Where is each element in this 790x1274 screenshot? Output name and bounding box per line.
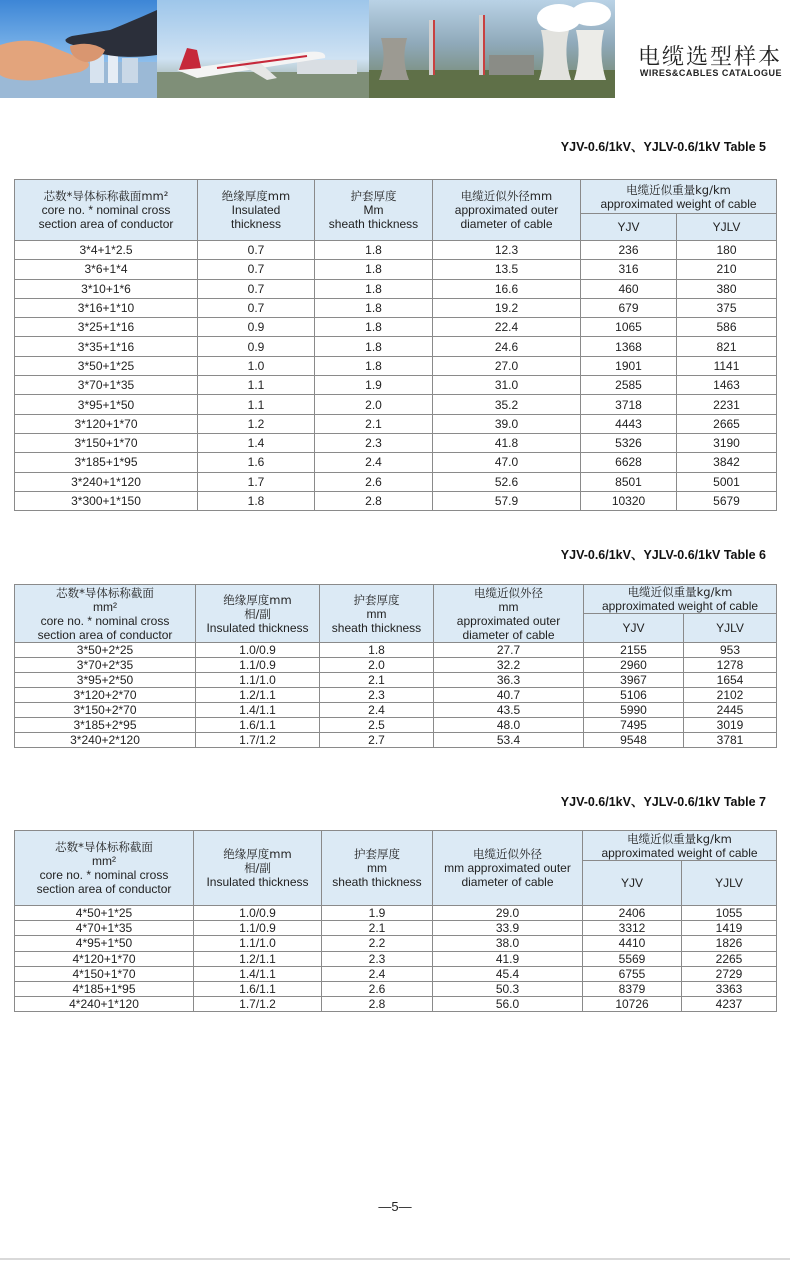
table-row [15,472,777,491]
cell-yjv: 8501 [581,472,677,491]
cell-yjv: 2155 [584,643,684,658]
cell-diameter: 16.6 [433,279,581,298]
cell-insulated: 0.9 [198,318,315,337]
cell-yjv: 1901 [581,356,677,375]
cell-core: 4*240+1*120 [15,997,194,1012]
cell-yjv: 1065 [581,318,677,337]
cell-core: 4*70+1*35 [15,921,194,936]
cell-insulated: 1.0/0.9 [196,643,320,658]
cell-yjv: 2406 [583,906,682,921]
table-5 [14,179,777,511]
cell-core: 3*240+1*120 [15,472,198,491]
cell-diameter: 40.7 [434,688,584,703]
cell-core: 3*95+2*50 [15,673,196,688]
cell-yjlv: 953 [684,643,777,658]
cell-sheath: 2.4 [322,966,433,981]
cell-core: 3*6+1*4 [15,260,198,279]
header-insulated: 绝缘厚度mm Insulated thickness [198,180,315,241]
cell-yjlv: 1278 [684,658,777,673]
cell-yjv: 4443 [581,414,677,433]
header-diameter: 电缆近似外径 mm approximated outer diameter of cable [433,831,583,906]
cell-sheath: 2.0 [320,658,434,673]
cell-yjv: 7495 [584,718,684,733]
cell-insulated: 0.9 [198,337,315,356]
cell-yjv: 6755 [583,966,682,981]
cell-diameter: 31.0 [433,376,581,395]
header-yjv: YJV [581,214,677,241]
table-row [15,688,777,703]
table-row [15,414,777,433]
cell-yjv: 9548 [584,733,684,748]
cell-yjv: 10726 [583,997,682,1012]
header-sheath: 护套厚度 mm sheath thickness [320,585,434,643]
cell-insulated: 1.6/1.1 [194,981,322,996]
cell-insulated: 1.4/1.1 [196,703,320,718]
cell-sheath: 1.8 [315,337,433,356]
header-diameter: 电缆近似外径mm approximated outer diameter of cable [433,180,581,241]
header-weight: 电缆近似重量kg/km approximated weight of cable [581,180,777,214]
cell-core: 3*50+1*25 [15,356,198,375]
cell-core: 4*50+1*25 [15,906,194,921]
cell-yjlv: 1055 [682,906,777,921]
cell-sheath: 1.8 [315,241,433,260]
cell-sheath: 1.8 [315,356,433,375]
cell-diameter: 41.9 [433,951,583,966]
cell-yjlv: 2445 [684,703,777,718]
table-row [15,951,777,966]
cell-yjv: 460 [581,279,677,298]
cell-yjlv: 5001 [677,472,777,491]
header-sheath: 护套厚度 Mm sheath thickness [315,180,433,241]
table-row [15,241,777,260]
cell-yjv: 3718 [581,395,677,414]
table-row [15,997,777,1012]
cell-core: 3*150+1*70 [15,433,198,452]
cell-sheath: 1.8 [315,298,433,317]
cell-insulated: 1.7/1.2 [196,733,320,748]
cell-diameter: 47.0 [433,453,581,472]
table-row [15,936,777,951]
cell-yjlv: 821 [677,337,777,356]
cell-sheath: 2.0 [315,395,433,414]
cell-yjlv: 2102 [684,688,777,703]
cell-diameter: 19.2 [433,298,581,317]
cell-yjlv: 2665 [677,414,777,433]
cell-core: 4*95+1*50 [15,936,194,951]
power-plant-photo [369,0,615,98]
table-5-caption: YJV-0.6/1kV、YJLV-0.6/1kV Table 5 [560,140,766,154]
cell-yjv: 5326 [581,433,677,452]
cell-diameter: 13.5 [433,260,581,279]
cell-yjlv: 3842 [677,453,777,472]
table-7-body [15,906,777,1012]
cell-diameter: 36.3 [434,673,584,688]
table-row [15,906,777,921]
table-row [15,279,777,298]
cell-yjlv: 1826 [682,936,777,951]
cell-yjlv: 1463 [677,376,777,395]
header-core: 芯数*导体标称截面 mm² core no. * nominal cross section area of conductor [15,585,196,643]
table-row [15,395,777,414]
table-row [15,673,777,688]
header-sheath: 护套厚度 mm sheath thickness [322,831,433,906]
header-banner [0,0,615,98]
cell-core: 3*4+1*2.5 [15,241,198,260]
table-row [15,318,777,337]
cell-insulated: 0.7 [198,298,315,317]
cell-insulated: 1.6 [198,453,315,472]
table-7 [14,830,777,1012]
cell-diameter: 22.4 [433,318,581,337]
cell-core: 3*70+2*35 [15,658,196,673]
cell-insulated: 1.4 [198,433,315,452]
table-row [15,733,777,748]
cell-diameter: 27.7 [434,643,584,658]
cell-yjv: 316 [581,260,677,279]
header-yjlv: YJLV [684,614,777,643]
cell-diameter: 41.8 [433,433,581,452]
cell-sheath: 1.8 [315,260,433,279]
catalogue-title-en: WIRES&CABLES CATALOGUE [639,68,782,78]
cell-core: 3*70+1*35 [15,376,198,395]
cell-sheath: 2.5 [320,718,434,733]
cell-insulated: 1.7 [198,472,315,491]
cell-insulated: 1.7/1.2 [194,997,322,1012]
cell-yjv: 3312 [583,921,682,936]
cell-diameter: 56.0 [433,997,583,1012]
cell-yjv: 3967 [584,673,684,688]
cell-core: 3*16+1*10 [15,298,198,317]
table-row [15,966,777,981]
cell-sheath: 2.1 [315,414,433,433]
table-row [15,718,777,733]
header-yjlv: YJLV [682,861,777,906]
cell-core: 3*300+1*150 [15,491,198,510]
cell-yjlv: 4237 [682,997,777,1012]
cell-diameter: 52.6 [433,472,581,491]
cell-sheath: 2.4 [320,703,434,718]
cell-yjv: 679 [581,298,677,317]
cell-core: 3*10+1*6 [15,279,198,298]
cell-yjv: 2585 [581,376,677,395]
cell-diameter: 38.0 [433,936,583,951]
airplane-photo [157,0,369,98]
cell-sheath: 2.8 [322,997,433,1012]
header-yjv: YJV [583,861,682,906]
cell-yjlv: 180 [677,241,777,260]
cell-insulated: 1.8 [198,491,315,510]
table-row [15,376,777,395]
cell-sheath: 2.8 [315,491,433,510]
cell-sheath: 2.2 [322,936,433,951]
cell-sheath: 2.3 [322,951,433,966]
cell-insulated: 1.1/0.9 [196,658,320,673]
cell-insulated: 1.1 [198,395,315,414]
cell-sheath: 1.9 [322,906,433,921]
cell-yjlv: 210 [677,260,777,279]
cell-yjlv: 2265 [682,951,777,966]
cell-insulated: 1.4/1.1 [194,966,322,981]
cell-yjlv: 2231 [677,395,777,414]
table-5-body [15,241,777,511]
cell-core: 3*185+1*95 [15,453,198,472]
table-row [15,643,777,658]
cell-yjlv: 2729 [682,966,777,981]
header-core: 芯数*导体标称截面 mm² core no. * nominal cross section area of conductor [15,831,194,906]
cell-diameter: 12.3 [433,241,581,260]
cell-diameter: 29.0 [433,906,583,921]
cell-core: 3*150+2*70 [15,703,196,718]
cell-insulated: 0.7 [198,241,315,260]
table-row [15,981,777,996]
cell-insulated: 1.2/1.1 [196,688,320,703]
header-insulated: 绝缘厚度mm 相/副 Insulated thickness [194,831,322,906]
cell-yjv: 5569 [583,951,682,966]
cell-core: 3*50+2*25 [15,643,196,658]
cell-insulated: 1.1/1.0 [196,673,320,688]
cell-yjlv: 1141 [677,356,777,375]
cell-yjlv: 3019 [684,718,777,733]
cell-insulated: 1.1/0.9 [194,921,322,936]
table-row [15,337,777,356]
header-diameter: 电缆近似外径 mm approximated outer diameter of cable [434,585,584,643]
header-insulated: 绝缘厚度mm 相/副 Insulated thickness [196,585,320,643]
cell-core: 3*95+1*50 [15,395,198,414]
cell-yjv: 236 [581,241,677,260]
cell-core: 3*240+2*120 [15,733,196,748]
cell-sheath: 1.8 [315,279,433,298]
cell-diameter: 35.2 [433,395,581,414]
cell-diameter: 57.9 [433,491,581,510]
cell-sheath: 2.1 [320,673,434,688]
cell-insulated: 1.6/1.1 [196,718,320,733]
cell-diameter: 45.4 [433,966,583,981]
cell-sheath: 2.4 [315,453,433,472]
catalogue-title-cn: 电缆选型样本 [637,45,782,70]
cell-yjv: 8379 [583,981,682,996]
cell-sheath: 2.6 [322,981,433,996]
cell-diameter: 33.9 [433,921,583,936]
cell-diameter: 53.4 [434,733,584,748]
cell-sheath: 2.1 [322,921,433,936]
cell-core: 3*120+2*70 [15,688,196,703]
cell-insulated: 1.1/1.0 [194,936,322,951]
cell-diameter: 43.5 [434,703,584,718]
cell-yjlv: 5679 [677,491,777,510]
cell-insulated: 1.0/0.9 [194,906,322,921]
table-row [15,491,777,510]
cell-yjlv: 1654 [684,673,777,688]
cell-yjlv: 3190 [677,433,777,452]
table-row [15,298,777,317]
cell-yjlv: 1419 [682,921,777,936]
page-number: —5— [378,1199,412,1214]
cell-diameter: 50.3 [433,981,583,996]
header-yjv: YJV [584,614,684,643]
cell-core: 3*35+1*16 [15,337,198,356]
table-row [15,260,777,279]
table-row [15,433,777,452]
cell-insulated: 0.7 [198,260,315,279]
cell-core: 3*120+1*70 [15,414,198,433]
cell-yjv: 10320 [581,491,677,510]
cell-diameter: 32.2 [434,658,584,673]
table-6 [14,584,777,748]
header-weight: 电缆近似重量kg/km approximated weight of cable [583,831,777,861]
cell-core: 3*185+2*95 [15,718,196,733]
cell-yjv: 6628 [581,453,677,472]
cell-sheath: 1.8 [320,643,434,658]
cell-diameter: 24.6 [433,337,581,356]
cell-sheath: 2.6 [315,472,433,491]
cell-yjv: 5990 [584,703,684,718]
table-row [15,658,777,673]
cell-sheath: 2.3 [315,433,433,452]
table-row [15,453,777,472]
cell-sheath: 1.8 [315,318,433,337]
cell-core: 4*120+1*70 [15,951,194,966]
cell-core: 4*150+1*70 [15,966,194,981]
cell-insulated: 1.2/1.1 [194,951,322,966]
header-core: 芯数*导体标称截面mm² core no. * nominal cross section area of conductor [15,180,198,241]
table-row [15,356,777,375]
cell-yjlv: 3781 [684,733,777,748]
cell-insulated: 1.2 [198,414,315,433]
cell-diameter: 39.0 [433,414,581,433]
cell-sheath: 2.3 [320,688,434,703]
table-6-caption: YJV-0.6/1kV、YJLV-0.6/1kV Table 6 [560,548,766,562]
cell-yjv: 5106 [584,688,684,703]
cell-yjlv: 586 [677,318,777,337]
table-row [15,921,777,936]
cell-sheath: 2.7 [320,733,434,748]
cell-insulated: 1.1 [198,376,315,395]
header-weight: 电缆近似重量kg/km approximated weight of cable [584,585,777,614]
cell-sheath: 1.9 [315,376,433,395]
bottom-divider [0,1258,790,1260]
catalogue-title [615,0,790,98]
cell-insulated: 0.7 [198,279,315,298]
cell-yjv: 1368 [581,337,677,356]
table-6-body [15,643,777,748]
cell-diameter: 27.0 [433,356,581,375]
handshake-photo [0,0,157,98]
cell-yjlv: 380 [677,279,777,298]
cell-insulated: 1.0 [198,356,315,375]
cell-yjv: 4410 [583,936,682,951]
cell-yjlv: 375 [677,298,777,317]
cell-yjv: 2960 [584,658,684,673]
cell-diameter: 48.0 [434,718,584,733]
table-7-caption: YJV-0.6/1kV、YJLV-0.6/1kV Table 7 [560,795,766,809]
header-yjlv: YJLV [677,214,777,241]
cell-core: 3*25+1*16 [15,318,198,337]
cell-core: 4*185+1*95 [15,981,194,996]
cell-yjlv: 3363 [682,981,777,996]
table-row [15,703,777,718]
